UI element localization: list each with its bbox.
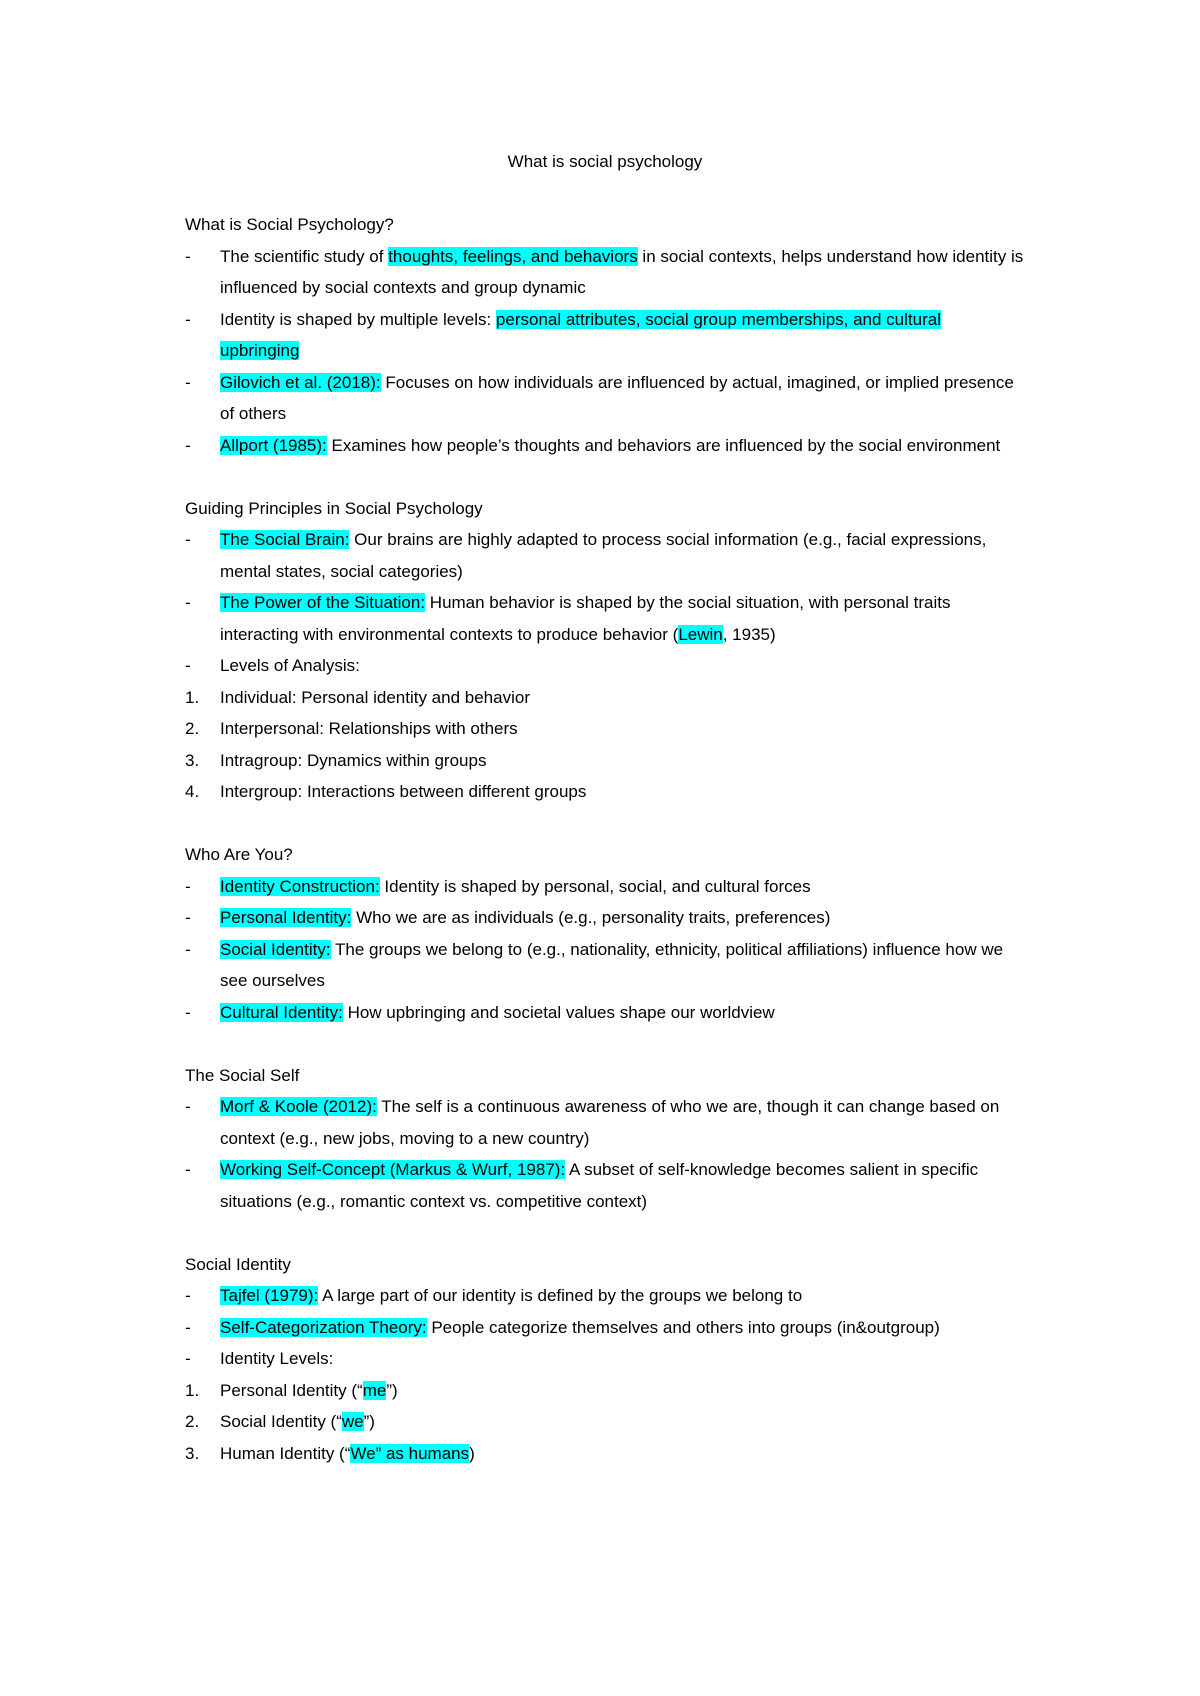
- highlighted-text: Morf & Koole (2012):: [220, 1097, 377, 1116]
- item-text: People categorize themselves and others into groups (in&outgroup): [426, 1317, 940, 1337]
- section: [185, 209, 1025, 493]
- dash-bullet: -: [185, 1349, 191, 1368]
- list-item: [185, 1280, 1025, 1312]
- item-text: , 1935): [722, 624, 776, 644]
- dash-bullet: -: [185, 876, 191, 896]
- section-heading: The Social Self: [185, 1065, 300, 1085]
- highlighted-text: Self-Categorization Theory:: [220, 1317, 427, 1337]
- highlighted-text: The Power of the Situation:: [220, 593, 426, 612]
- highlighted-text: personal attributes, social group memberships, and cultural upbringing: [220, 309, 941, 360]
- item-text: Individual: Personal identity and behavior: [220, 687, 530, 707]
- list-item: [185, 997, 1025, 1029]
- dash-bullet: -: [185, 656, 191, 675]
- highlighted-text: we: [341, 1412, 364, 1431]
- dash-bullet: -: [185, 435, 191, 455]
- dash-bullet: -: [185, 593, 191, 612]
- item-text: Interpersonal: Relationships with others: [220, 719, 518, 738]
- section-heading: What is Social Psychology?: [185, 215, 394, 234]
- highlighted-text: me: [362, 1380, 387, 1400]
- dash-bullet: -: [185, 309, 191, 329]
- list-item: [185, 587, 1025, 650]
- section: [185, 1060, 1025, 1249]
- item-text: Identity is shaped by multiple levels:: [220, 309, 496, 329]
- highlighted-text: Identity Construction:: [220, 876, 380, 896]
- bullet-list: [185, 524, 1025, 808]
- item-text: Identity is shaped by personal, social, and cultural forces: [379, 876, 811, 896]
- item-text: Human behavior is shaped by the social situation, with personal traits interacting with environmental contexts to produce behavior (: [220, 593, 951, 644]
- section-heading: Who Are You?: [185, 845, 293, 864]
- item-text: The groups we belong to (e.g., nationality, ethnicity, political affiliations) influence how we see ourselves: [220, 939, 1004, 990]
- section-spacer: [185, 808, 1025, 840]
- dash-bullet: -: [185, 939, 191, 959]
- document-body: [185, 146, 1025, 1469]
- list-item: [185, 1091, 1025, 1154]
- item-text: Examines how people’s thoughts and behaviors are influenced by the social environment: [326, 435, 1001, 455]
- highlighted-text: Gilovich et al. (2018):: [220, 372, 381, 392]
- section-heading: Social Identity: [185, 1254, 291, 1274]
- number-marker: 3.: [185, 1443, 200, 1463]
- list-item: [185, 241, 1025, 304]
- list-item: [185, 1154, 1025, 1217]
- list-item: [185, 776, 1025, 808]
- list-item: [185, 367, 1025, 430]
- item-text: A large part of our identity is defined by the groups we belong to: [318, 1286, 803, 1305]
- highlighted-text: Lewin: [678, 624, 723, 644]
- sections-container: [185, 209, 1025, 1469]
- list-item: [185, 682, 1025, 714]
- dash-bullet: -: [185, 1160, 191, 1179]
- item-text: Levels of Analysis:: [220, 656, 360, 675]
- list-item: [185, 934, 1025, 997]
- number-marker: 1.: [185, 1380, 200, 1400]
- list-item: [185, 1406, 1025, 1438]
- list-item: [185, 1375, 1025, 1407]
- bullet-list: [185, 1280, 1025, 1469]
- highlighted-text: Social Identity:: [220, 939, 331, 959]
- item-text: Intragroup: Dynamics within groups: [220, 750, 487, 770]
- list-item: [185, 902, 1025, 934]
- item-text: Human Identity (“: [220, 1443, 351, 1463]
- section-heading: Guiding Principles in Social Psychology: [185, 498, 483, 518]
- bullet-list: [185, 1091, 1025, 1217]
- dash-bullet: -: [185, 1286, 191, 1305]
- list-item: [185, 524, 1025, 587]
- list-item: [185, 745, 1025, 777]
- item-text: Who we are as individuals (e.g., personality traits, preferences): [351, 908, 831, 927]
- highlighted-text: The Social Brain:: [220, 530, 350, 549]
- dash-bullet: -: [185, 1002, 191, 1022]
- list-item: [185, 1438, 1025, 1470]
- item-text: ”): [386, 1380, 398, 1400]
- list-item: [185, 1312, 1025, 1344]
- item-text: ): [469, 1443, 475, 1463]
- item-text: Intergroup: Interactions between different groups: [220, 782, 587, 801]
- dash-bullet: -: [185, 908, 191, 927]
- dash-bullet: -: [185, 246, 191, 266]
- list-item: [185, 304, 1025, 367]
- section: [185, 839, 1025, 1060]
- item-text: Personal Identity (“: [220, 1380, 363, 1400]
- dash-bullet: -: [185, 1097, 191, 1116]
- item-text: in social contexts, helps understand how identity is influenced by social contexts and group dynamic: [220, 246, 1024, 297]
- item-text: Focuses on how individuals are influenced by actual, imagined, or implied presence of others: [220, 372, 1014, 423]
- title-spacer: [185, 178, 1025, 210]
- list-item: [185, 871, 1025, 903]
- section-spacer: [185, 461, 1025, 493]
- highlighted-text: Cultural Identity:: [220, 1002, 343, 1022]
- number-marker: 3.: [185, 750, 200, 770]
- dash-bullet: -: [185, 530, 191, 549]
- section: [185, 1249, 1025, 1470]
- list-item: [185, 1343, 1025, 1375]
- item-text: How upbringing and societal values shape our worldview: [342, 1002, 775, 1022]
- highlighted-text: Tajfel (1979):: [220, 1286, 319, 1305]
- section-spacer: [185, 1028, 1025, 1060]
- item-text: A subset of self-knowledge becomes salient in specific situations (e.g., romantic context vs. competitive context): [220, 1160, 979, 1211]
- item-text: ”): [363, 1412, 375, 1431]
- number-marker: 2.: [185, 1412, 200, 1431]
- number-marker: 2.: [185, 719, 200, 738]
- bullet-list: [185, 241, 1025, 462]
- highlighted-text: We” as humans: [350, 1443, 470, 1463]
- bullet-list: [185, 871, 1025, 1029]
- dash-bullet: -: [185, 372, 191, 392]
- document-title: What is social psychology: [507, 152, 703, 171]
- highlighted-text: Working Self-Concept (Markus & Wurf, 1987):: [220, 1160, 566, 1179]
- dash-bullet: -: [185, 1317, 191, 1337]
- section: [185, 493, 1025, 840]
- item-text: Social Identity (“: [220, 1412, 342, 1431]
- item-text: Our brains are highly adapted to process social information (e.g., facial expressions, mental states, social categories): [220, 530, 987, 581]
- section-spacer: [185, 1217, 1025, 1249]
- number-marker: 1.: [185, 687, 200, 707]
- item-text: The scientific study of: [220, 246, 389, 266]
- list-item: [185, 713, 1025, 745]
- highlighted-text: thoughts, feelings, and behaviors: [388, 246, 638, 266]
- highlighted-text: Allport (1985):: [220, 435, 327, 455]
- list-item: [185, 650, 1025, 682]
- item-text: The self is a continuous awareness of who we are, though it can change based on context (e.g., new jobs, moving to a new country): [220, 1097, 1000, 1148]
- item-text: Identity Levels:: [220, 1349, 334, 1368]
- highlighted-text: Personal Identity:: [220, 908, 352, 927]
- number-marker: 4.: [185, 782, 200, 801]
- list-item: [185, 430, 1025, 462]
